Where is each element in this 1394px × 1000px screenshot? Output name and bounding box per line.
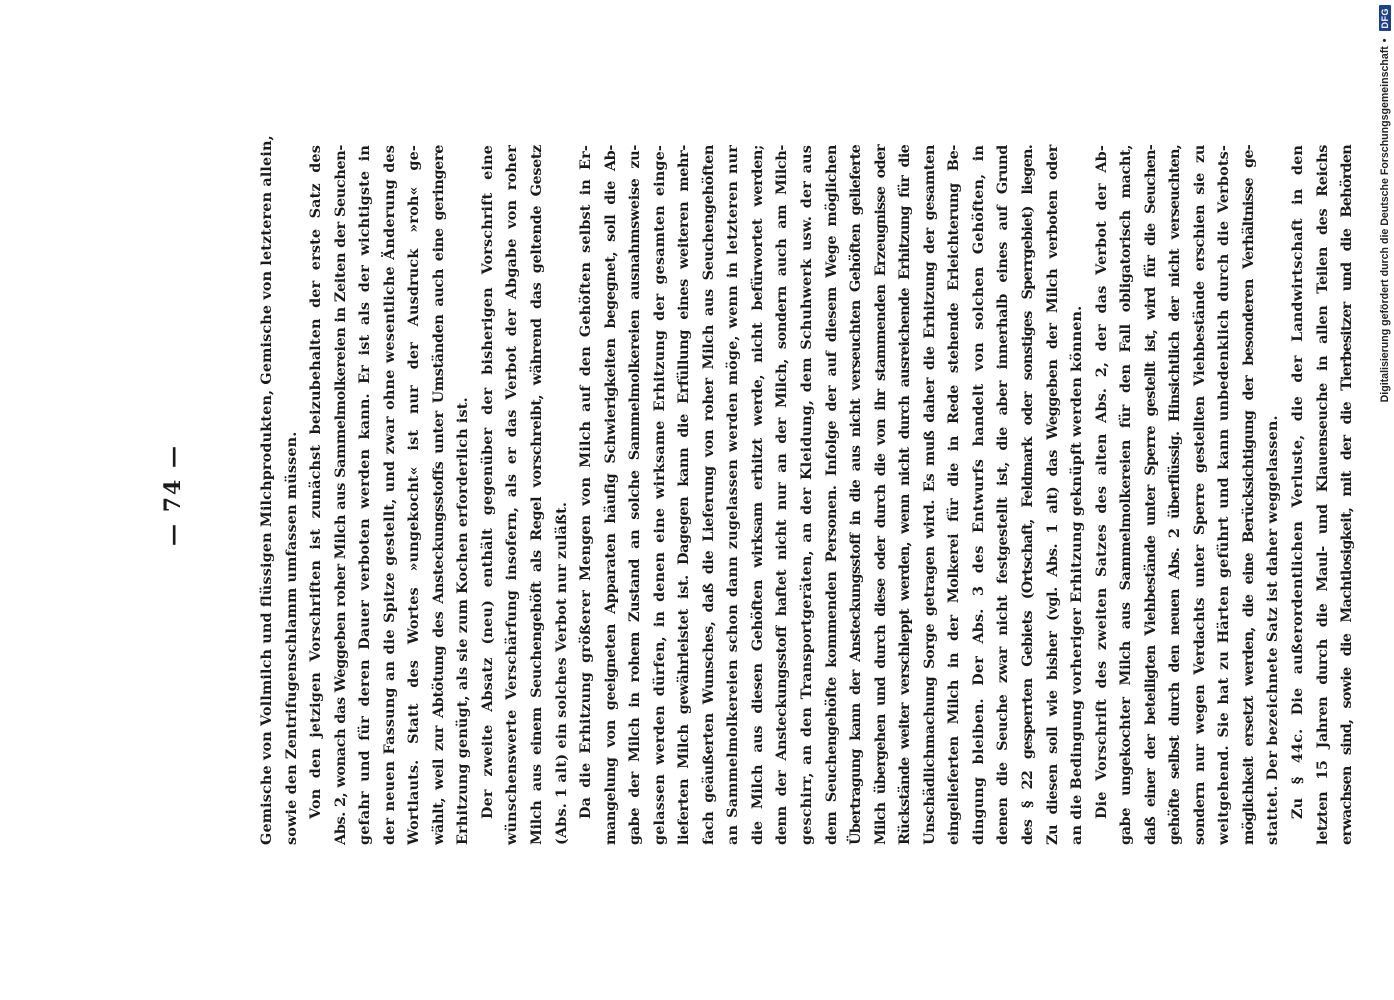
text-line: fach geäußerten Wunsches, daß die Lieferung von roher Milch aus Seuchengehöften — [699, 145, 717, 845]
text-line: Von den jetzigen Vorschriften ist zunächst beizubehalten der erste Satz des — [307, 145, 325, 819]
attribution-text: Digitalisierung gefördert durch die Deutsche Forschungsgemeinschaft — [1379, 46, 1391, 403]
text-line: der neuen Fassung an die Spitze gestellt, und zwar ohne wesentliche Änderung des — [380, 145, 398, 845]
text-line: wählt, weil zur Abtötung des Ansteckungsstoffs unter Umständen auch eine geringere — [429, 145, 447, 845]
paragraph — [304, 145, 476, 845]
text-line: Zu diesen soll wie bisher (vgl. Abs. 1 alt) das Weggeben der Milch verboten oder — [1043, 145, 1061, 845]
paragraph — [1090, 145, 1286, 845]
text-line: Gemische von Vollmilch und flüssigen Milchprodukten, Gemische von letzteren allein, — [258, 135, 275, 845]
text-line: sondern nur wegen Verdachts unter Sperre gestellten Viehbestände erschien sie zu — [1190, 145, 1208, 845]
text-line: (Abs. 1 alt) ein solches Verbot nur zuläßt. — [552, 501, 570, 845]
text-line: gabe der Milch in rohem Zustand an solche Sammelmolkereien ausnahmsweise zu- — [626, 145, 644, 845]
text-line: Wortlauts. Statt des Wortes »ungekocht« ist nur der Ausdruck »roh« ge- — [405, 145, 423, 845]
text-line: Abs. 2, wonach das Weggeben roher Milch aus Sammelmolkereien in Zeiten der Seuchen- — [331, 145, 349, 845]
paragraph — [1286, 145, 1360, 845]
text-line: denen die Seuche zwar nicht festgestellt ist, die aber innerhalb eines auf Grund — [994, 145, 1012, 845]
text-line: lieferten Milch gewährleistet ist. Dagegen kann die Erfüllung eines weiteren mehr- — [675, 145, 693, 845]
text-line: an Sammelmolkereien schon dann zugelassen werden möge, wenn in letzteren nur — [724, 145, 742, 845]
text-line: letzten 15 Jahren durch die Maul- und Klauenseuche in allen Teilen des Reichs — [1313, 145, 1331, 845]
text-line: erwachsen sind, sowie die Machtlosigkeit, mit der die Tierbesitzer und die Behörden — [1338, 145, 1356, 845]
text-line: Da die Erhitzung größerer Mengen von Milch auf den Gehöften selbst in Er- — [577, 145, 595, 819]
text-line: die Milch aus diesen Gehöften wirksam erhitzt werde, nicht befürwortet werden; — [748, 145, 766, 845]
text-line: gabe ungekochter Milch aus Sammelmolkereien für den Fall obligatorisch macht, — [1117, 145, 1135, 845]
text-line: des § 22 gesperrten Gebiets (Ortschaft, Feldmark oder sonstiges Sperrgebiet) liegen. — [1018, 145, 1036, 845]
paragraph — [574, 145, 1089, 845]
text-line: Rückstände weiter verschleppt werden, wenn nicht durch ausreichende Erhitzung für die — [896, 145, 914, 845]
paragraph — [476, 145, 574, 845]
text-line: Der zweite Absatz (neu) enthält gegenüber der bisherigen Vorschrift eine — [478, 145, 496, 819]
text-line: weitgehend. Sie hat zu Härten geführt und kann unbedenklich durch die Verbots- — [1215, 145, 1233, 845]
digitization-attribution — [1376, 5, 1394, 995]
text-line: eingelieferten Milch in der Molkerei für die in Rede stehende Erleichterung Be- — [945, 145, 963, 845]
text-line: sowie den Zentrifugenschlamm umfassen müssen. — [282, 431, 300, 845]
text-line: dingung bleiben. Der Abs. 3 des Entwurfs handelt von solchen Gehöften, in — [969, 145, 987, 845]
text-line: an die Bedingung vorheriger Erhitzung geknüpft werden können. — [1068, 305, 1086, 845]
dfg-logo: DFG — [1379, 5, 1391, 32]
text-line: dem Seuchengehöfte kommenden Personen. Infolge der auf diesem Wege möglichen — [822, 145, 840, 845]
text-line: geschirr, an den Transportgeräten, an der Kleidung, dem Schuhwerk usw. der aus — [798, 145, 816, 845]
page-number-header: — 74 — — [160, 444, 186, 546]
text-line: mangelung von geeigneten Apparaten häufig Schwierigkeiten begegnet, soll die Ab- — [601, 145, 619, 845]
separator-dot: • — [1379, 38, 1391, 43]
text-line: wünschenswerte Verschärfung insofern, als er das Verbot der Abgabe von roher — [503, 145, 521, 845]
text-line: stattet. Der bezeichnete Satz ist daher weggelassen. — [1264, 415, 1282, 845]
text-line: denn der Ansteckungsstoff haftet nicht nur an der Milch, sondern auch am Milch- — [773, 145, 791, 845]
text-line: Die Vorschrift des zweiten Satzes des alten Abs. 2, der das Verbot der Ab- — [1092, 145, 1110, 819]
text-line: Milch aus einem Seuchengehöft als Regel vorschreibt, während das geltende Gesetz — [528, 145, 546, 845]
rotated-page — [160, 135, 1356, 845]
text-line: gelassen werden dürfen, in denen eine wirksame Erhitzung der gesamten einge- — [650, 145, 668, 845]
text-line: möglichkeit ersetzt werden, die eine Berücksichtigung der besonderen Verhältnisse ge- — [1239, 145, 1257, 845]
text-line: gefahr und für deren Dauer verboten werden kann. Er ist als der wichtigste in — [356, 145, 374, 845]
text-line: Milch übergehen und durch diese oder durch die von ihr stammenden Erzeugnisse oder — [871, 145, 889, 845]
text-line: Übertragung kann der Ansteckungsstoff in die aus nicht verseuchten Gehöften gelieferte — [847, 145, 865, 845]
text-line: Unschädlichmachung Sorge getragen wird. Es muß daher die Erhitzung der gesamten — [920, 145, 938, 845]
text-line: gehöfte selbst durch den neuen Abs. 2 überflüssig. Hinsichtlich der nicht verseuchten, — [1166, 145, 1184, 845]
body-text — [255, 135, 1356, 845]
text-line: Zu § 44c. Die außerordentlichen Verluste, die der Landwirtschaft in den — [1288, 145, 1306, 819]
text-line: Erhitzung genügt, als sie zum Kochen erforderlich ist. — [454, 397, 472, 845]
text-line: daß einer der beteiligten Viehbestände unter Sperre gestellt ist, wird für die Seuchen- — [1141, 145, 1159, 845]
paragraph — [255, 135, 304, 845]
